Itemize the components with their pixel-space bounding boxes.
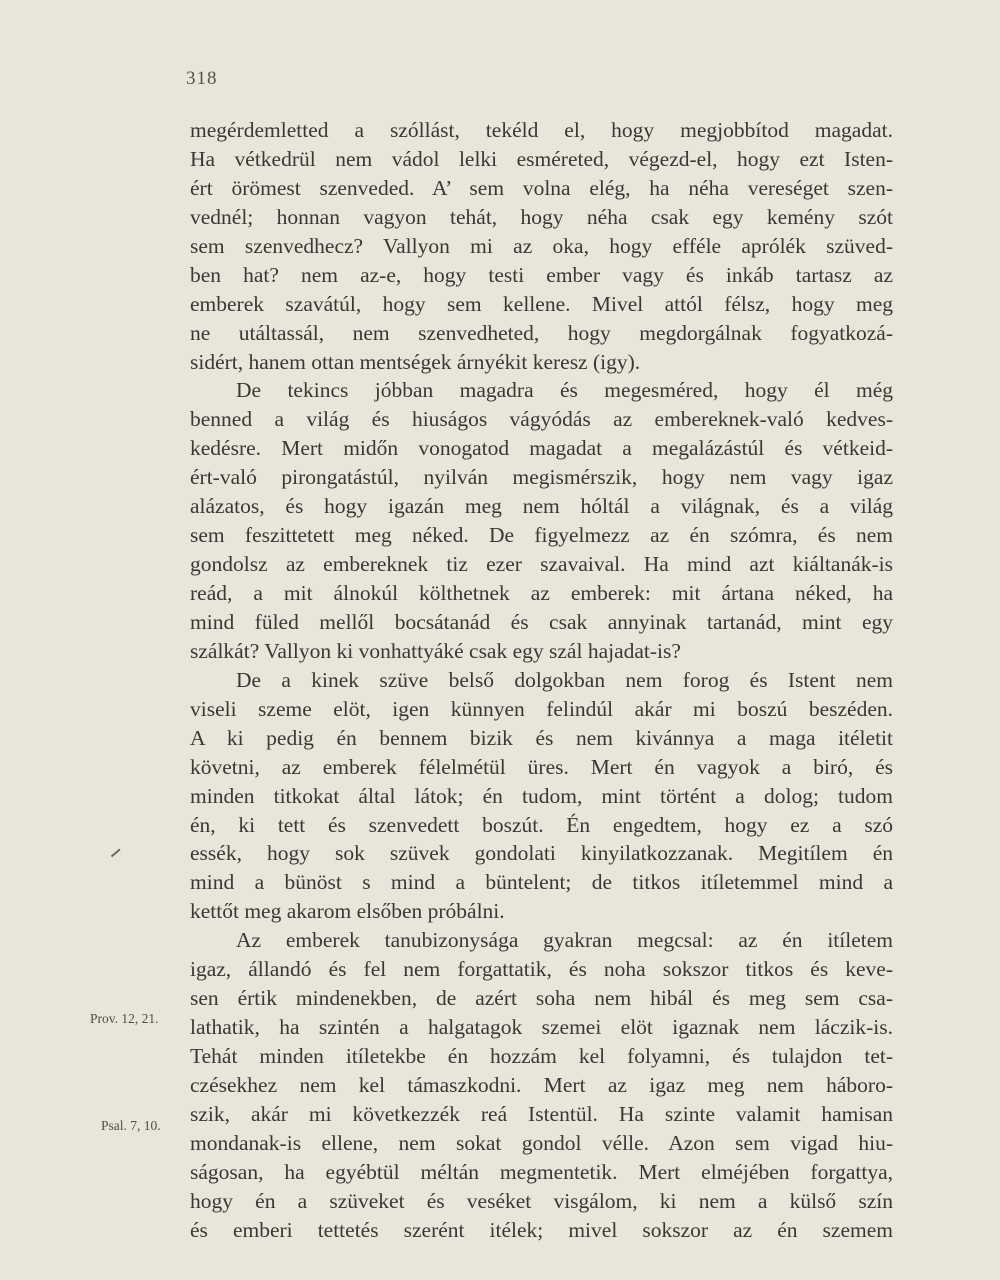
text-line: és emberi tettetés szerént itélek; mivel sokszor az én szemem [190,1217,893,1242]
text-line: czésekhez nem kel támaszkodni. Mert az igaz meg nem háboro- [190,1072,893,1097]
text-line: mind a bünöst s mind a büntelent; de titkos itíletemmel mind a [190,870,893,895]
margin-note-prov: Prov. 12, 21. [90,1011,159,1026]
text-line: Ha vétkedrül nem vádol lelki esméreted, végezd-el, hogy ezt Isten- [190,146,893,171]
text-line: sen értik mindenekben, de azért soha nem hibál és meg sem csa- [190,986,893,1011]
text-line: benned a világ és hiuságos vágyódás az embereknek-való kedves- [190,407,893,432]
text-line: A ki pedig én bennem bizik és nem kivánnya a maga itéletit [190,725,893,750]
text-line: ért-való pirongatástúl, nyilván megismérszik, hogy nem vagy igaz [190,465,893,490]
body-text [190,116,893,1245]
text-line: reád, a mit álnokúl költhetnek az emberek: mit ártana néked, ha [190,581,893,605]
text-line: kettőt meg akarom elsőben próbálni. [190,899,505,924]
margin-note-psal: Psal. 7, 10. [101,1118,161,1133]
text-line: követni, az emberek félelmétül üres. Mert én vagyok a biró, és [190,754,893,779]
text-line: gondolsz az embereknek tiz ezer szavaival. Ha mind azt kiáltanák-is [190,552,893,577]
text-line: mind füled mellől bocsátanád és csak annyinak tartanád, mint egy [190,609,893,634]
text-line: alázatos, és hogy igazán meg nem hóltál a világnak, és a világ [190,494,893,519]
text-line: ben hat? nem az-e, hogy testi ember vagy és inkáb tartasz az [190,262,893,287]
text-line: lathatik, ha szintén a halgatagok szemei elöt igaznak nem láczik-is. [190,1015,893,1040]
text-line: kedésre. Mert midőn vonogatod magadat a megalázástúl és vétkeid- [190,436,893,461]
text-line: vednél; honnan vagyon tehát, hogy néha csak egy kemény szót [190,204,893,229]
text-line: Az emberek tanubizonysága gyakran megcsal: az én itíletem [236,928,893,953]
text-line: mondanak-is ellene, nem sokat gondol vélle. Azon sem vigad hiu- [190,1130,893,1155]
text-line: sem szenvedhecz? Vallyon mi az oka, hogy efféle aprólék szüved- [190,233,893,258]
text-line: minden titkokat által látok; én tudom, mint történt a dolog; tudom [190,783,893,808]
text-line: Tehát minden itíletekbe én hozzám kel folyamni, és tulajdon tet- [190,1044,893,1068]
text-line: essék, hogy sok szüvek gondolati kinyilatkozzanak. Megitílem én [190,841,893,866]
margin-tick-mark [111,849,120,857]
text-line: szik, akár mi következzék reá Istentül. Ha szinte valamit hamisan [190,1101,893,1126]
text-line: sidért, hanem ottan mentségek árnyékit keresz (igy). [190,349,641,374]
text-line: De a kinek szüve belső dolgokban nem forog és Istent nem [236,667,893,692]
text-line: ne utáltassál, nem szenvedheted, hogy megdorgálnak fogyatkozá- [190,320,893,345]
text-line: sem feszittetett meg néked. De figyelmezz az én szómra, és nem [190,523,893,548]
text-line: ért örömest szenveded. A’ sem volna elég, ha néha vereséget szen- [190,175,893,200]
text-line: De tekincs jóbban magadra és megesméred, hogy él még [236,378,893,403]
page-number: 318 [186,68,218,89]
text-line: szálkát? Vallyon ki vonhattyáké csak egy szál hajadat-is? [190,638,681,663]
text-line: én, ki tett és szenvedett boszút. Én engedtem, hogy ez a szó [190,812,893,837]
text-line: hogy én a szüveket és veséket visgálom, ki nem a külső szín [190,1188,893,1213]
text-line: ságosan, ha egyébtül méltán megmentetik. Mert elméjében forgattya, [190,1159,893,1184]
text-line: emberek szavátúl, hogy sem kellene. Mivel attól félsz, hogy meg [190,291,893,316]
text-line: viseli szeme elöt, igen künnyen felindúl akár mi boszú beszéden. [190,696,893,721]
text-line: megérdemletted a szóllást, tekéld el, hogy megjobbítod magadat. [190,118,893,142]
text-line: igaz, állandó és fel nem forgattatik, és noha sokszor titkos és keve- [190,957,893,982]
